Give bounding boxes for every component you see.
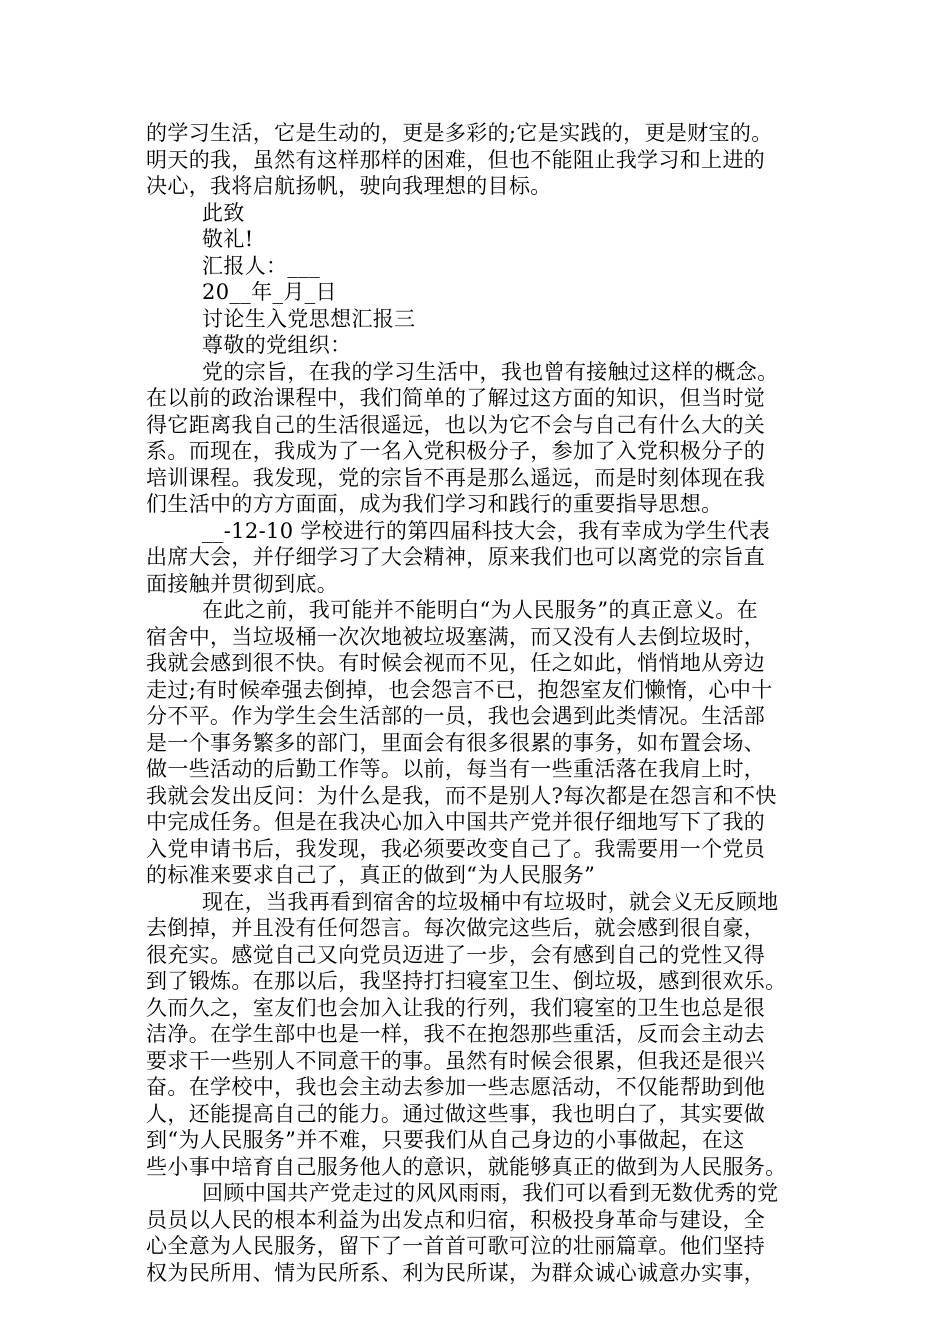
text-line: 分不平。作为学生会生活部的一员，我也会遇到此类情况。生活部 [146, 704, 766, 728]
text-line: 得它距离我自己的生活很遥远，也以为它不会与自己有什么大的关 [146, 412, 766, 437]
text-line: 入党申请书后，我发现，我必须要改变自己了。我需要用一个党员 [146, 836, 766, 861]
text-line: 面接触并贯彻到底。 [146, 571, 339, 596]
text-line: 回顾中国共产党走过的风风雨雨，我们可以看到无数优秀的党 [202, 1181, 779, 1205]
document-page [146, 120, 826, 1286]
text-line: 出席大会，并仔细学习了大会精神，原来我们也可以离党的宗旨直 [146, 545, 766, 569]
text-line: 我就会发出反问：为什么是我，而不是别人?每次都是在怨言和不快 [146, 783, 777, 808]
text-line: 中完成任务。但是在我决心加入中国共产党并很仔细地写下了我的 [146, 810, 766, 834]
text-line: 决心，我将启航扬帆，驶向我理想的目标。 [146, 174, 552, 198]
text-line: 走过;有时候牵强去倒掉，也会怨言不已，抱怨室友们懒惰，心中十 [146, 677, 773, 702]
text-line: 现在，当我再看到宿舍的垃圾桶中有垃圾时，就会义无反顾地 [202, 889, 779, 914]
text-line: 到“为人民服务”并不难，只要我们从自己身边的小事做起，在这 [146, 1128, 745, 1152]
text-line: 宿舍中，当垃圾桶一次次地被垃圾塞满，而又没有人去倒垃圾时， [146, 624, 766, 649]
text-line: 此致 [202, 200, 245, 225]
text-line: 久而久之，室友们也会加入让我的行列，我们寝室的卫生也总是很 [146, 995, 766, 1020]
text-line: 些小事中培育自己服务他人的意识，就能够真正的做到为人民服务。 [146, 1154, 787, 1179]
text-line: 员员以人民的根本利益为出发点和归宿，积极投身革命与建设，全 [146, 1207, 766, 1232]
text-line: 在此之前，我可能并不能明白“为人民服务”的真正意义。在 [202, 598, 758, 622]
text-line: 在以前的政治课程中，我们简单的了解过这方面的知识，但当时觉 [146, 386, 766, 410]
text-line: 明天的我，虽然有这样那样的困难，但也不能阻止我学习和上进的 [146, 147, 766, 172]
text-line: 20__年_月_日 [202, 280, 337, 304]
text-line: 到了锻炼。在那以后，我坚持打扫寝室卫生、倒垃圾，感到很欢乐。 [146, 969, 787, 993]
text-line: 心全意为人民服务，留下了一首首可歌可泣的壮丽篇章。他们坚持 [146, 1234, 766, 1258]
text-line: 系。而现在，我成为了一名入党积极分子，参加了入党积极分子的 [146, 439, 766, 463]
text-line: __-12-10 学校进行的第四届科技大会，我有幸成为学生代表 [202, 518, 771, 543]
text-line: 要求干一些别人不同意干的事。虽然有时候会很累，但我还是很兴 [146, 1048, 766, 1073]
text-line: 很充实。感觉自己又向党员迈进了一步，会有感到自己的党性又得 [146, 942, 766, 967]
text-line: 们生活中的方方面面，成为我们学习和践行的重要指导思想。 [146, 492, 723, 516]
text-line: 的学习生活，它是生动的，更是多彩的;它是实践的，更是财宝的。 [146, 121, 773, 145]
text-line: 做一些活动的后勤工作等。以前，每当有一些重活落在我肩上时， [146, 757, 766, 781]
text-line: 我就会感到很不快。有时候会视而不见，任之如此，悄悄地从旁边 [146, 651, 766, 675]
text-line: 尊敬的党组织： [202, 333, 352, 357]
text-line: 去倒掉，并且没有任何怨言。每次做完这些后，就会感到很自豪， [146, 916, 766, 940]
text-line: 党的宗旨，在我的学习生活中，我也曾有接触过这样的概念。 [202, 359, 779, 384]
text-line: 敬礼! [202, 227, 254, 251]
text-line: 的标准来要求自己了，真正的做到“为人民服务” [146, 863, 596, 887]
text-line: 洁净。在学生部中也是一样，我不在抱怨那些重活，反而会主动去 [146, 1022, 766, 1046]
text-line: 权为民所用、情为民所系、利为民所谋，为群众诚心诚意办实事， [146, 1260, 766, 1285]
text-line: 是一个事务繁多的部门，里面会有很多很累的事务，如布置会场、 [146, 730, 766, 755]
text-line: 讨论生入党思想汇报三 [202, 306, 416, 331]
text-line: 奋。在学校中，我也会主动去参加一些志愿活动，不仅能帮助到他 [146, 1075, 766, 1099]
text-line: 培训课程。我发现，党的宗旨不再是那么遥远，而是时刻体现在我 [146, 465, 766, 490]
text-line: 汇报人：___ [202, 253, 320, 278]
text-line: 人，还能提高自己的能力。通过做这些事，我也明白了，其实要做 [146, 1101, 766, 1126]
